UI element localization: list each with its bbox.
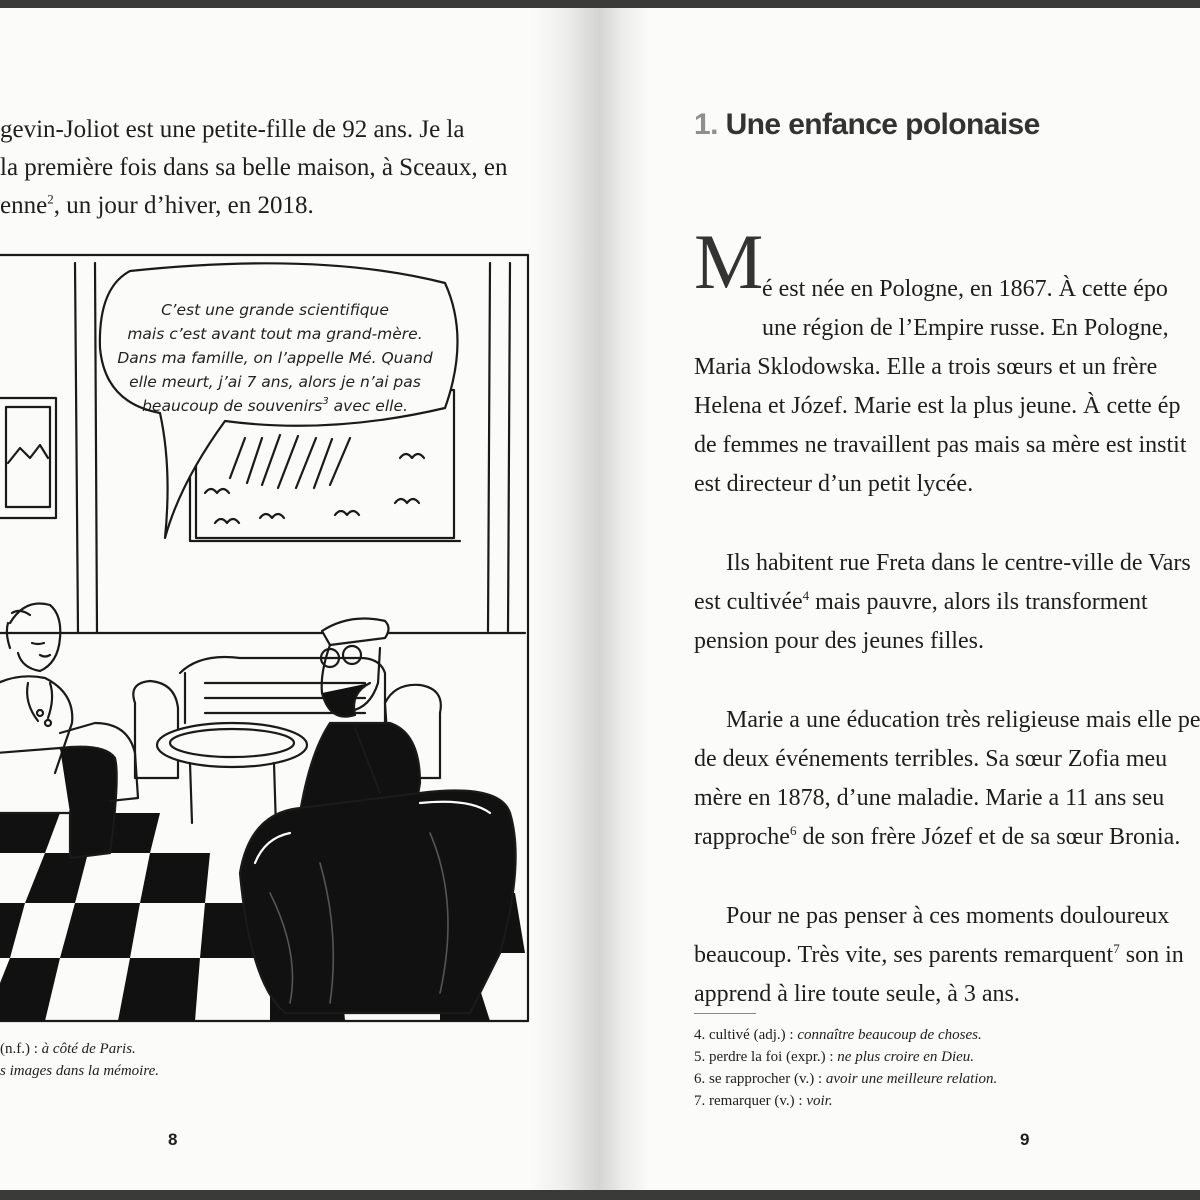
text-line: de femmes ne travaillent pas mais sa mère est instit [694,432,1187,458]
text-line: de deux événements terribles. Sa sœur Zofia meu [694,746,1168,772]
page-number-right: 9 [1020,1130,1030,1149]
text-line: Helena et Józef. Marie est la plus jeune. À cette ép [694,393,1181,419]
gutter-shadow-right [600,8,650,1190]
footnote-ref: 7 [1113,941,1120,956]
left-page-text [0,111,540,225]
text-line: est directeur d’un petit lycée. [694,471,974,497]
body-text [694,230,1200,1054]
footnote-line: s images dans la mémoire. [0,1063,160,1079]
speech-bubble-line: mais c’est avant tout ma grand-mère. [127,325,423,343]
right-page [600,8,1200,1190]
text-line: rapproche$^6$ de son frère Józef et de sa sœur Bronia. [694,823,1181,850]
right-footnotes [694,1024,997,1112]
top-frame [0,0,1200,8]
page-number-left: 8 [168,1130,178,1149]
left-page [0,8,600,1190]
chapter-heading [694,108,1040,142]
footnote-ref: 3 [322,396,329,407]
speech-bubble-line: C’est une grande scientifique [161,301,389,319]
text-line: beaucoup. Très vite, ses parents remarquent$^7$ son in [694,941,1184,968]
footnote-line: 4. cultivé (adj.) : connaître beaucoup de choses. [694,1027,982,1043]
text-line: apprend à lire toute seule, à 3 ans. [694,981,1020,1007]
comic-illustration [0,253,545,1028]
text-line: une région de l’Empire russe. En Pologne, [762,315,1169,341]
footnote-line: 5. perdre la foi (expr.) : ne plus croire en Dieu. [694,1049,975,1065]
text-line: enne$^2$, un jour d’hiver, en 2018. [0,191,314,219]
text-line: Pour ne pas penser à ces moments douloureux [726,903,1170,929]
gutter-shadow-left [530,8,600,1190]
footnote-divider [694,1013,756,1014]
text-line: la première fois dans sa belle maison, à Sceaux, en [0,154,508,181]
footnote-line: 6. se rapprocher (v.) : avoir une meilleure relation. [694,1071,998,1087]
text-line: Marie a une éducation très religieuse mais elle pe [726,707,1200,733]
speech-bubble-line: Dans ma famille, on l’appelle Mé. Quand [117,349,433,367]
text-line: Ils habitent rue Freta dans le centre-ville de Vars [726,550,1191,576]
chapter-number: 1. [694,108,718,141]
text-line: mère en 1878, d’une maladie. Marie a 11 ans seu [694,785,1165,811]
footnote-line: (n.f.) : à côté de Paris. [0,1041,136,1057]
speech-bubble-line: elle meurt, j’ai 7 ans, alors je n’ai pas [129,373,421,391]
footnote-line: 7. remarquer (v.) : voir. [694,1093,833,1109]
drop-cap: M [694,218,764,305]
speech-bubble-line: beaucoup de souvenirs$^3$ avec elle. [142,396,408,415]
text-line: est cultivée$^4$ mais pauvre, alors ils transforment [694,588,1148,615]
footnote-ref: 6 [789,823,797,838]
footnote-ref: 4 [802,588,810,603]
chapter-title: Une enfance polonaise [725,108,1040,141]
text-line: Maria Sklodowska. Elle a trois sœurs et un frère [694,354,1158,380]
bottom-frame [0,1190,1200,1200]
left-footnotes [0,1038,159,1082]
text-line: pension pour des jeunes filles. [694,628,984,654]
text-line: é est née en Pologne, en 1867. À cette épo [762,276,1168,302]
text-line: gevin-Joliot est une petite-fille de 92 ans. Je la [0,116,465,143]
footnote-ref: 2 [47,191,54,207]
